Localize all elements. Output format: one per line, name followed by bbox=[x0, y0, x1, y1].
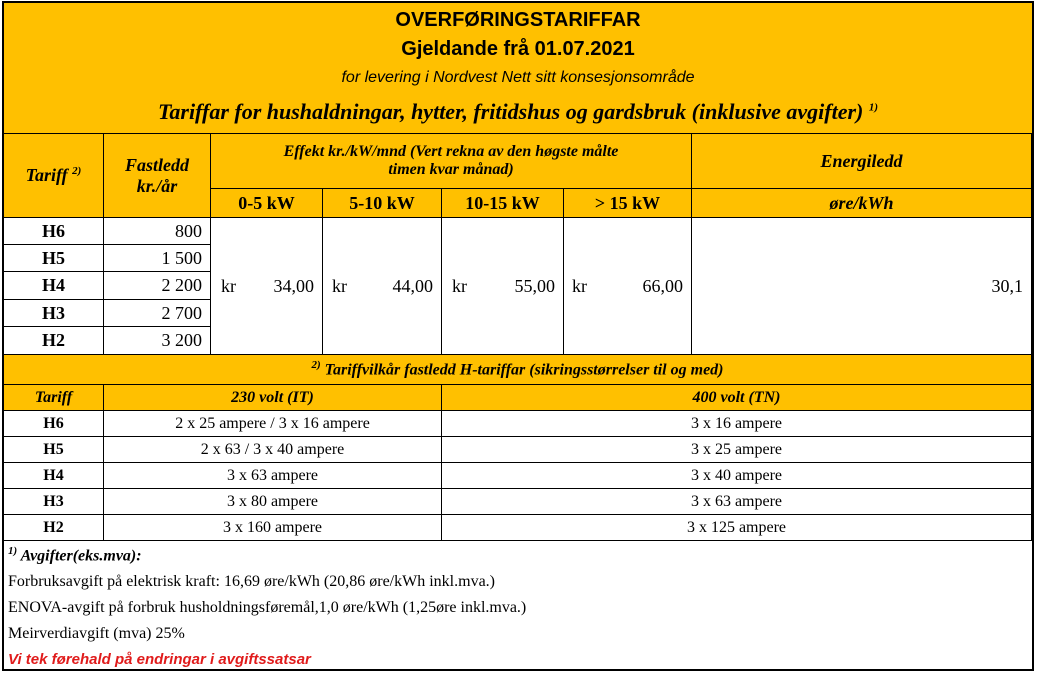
terms-row-400: 3 x 63 ampere bbox=[442, 489, 1032, 515]
terms-col-tariff: Tariff bbox=[4, 385, 104, 411]
table-row-fastledd: 3 200 bbox=[104, 327, 211, 355]
sub-5-10: 5-10 kW bbox=[323, 189, 442, 218]
page-title: OVERFØRINGSTARIFFAR bbox=[395, 9, 641, 31]
col-tariff-note: 2) bbox=[72, 165, 82, 177]
col-fastledd bbox=[104, 134, 211, 218]
effekt-5-10-value: 44,00 bbox=[392, 275, 433, 296]
terms-row-tariff: H6 bbox=[4, 411, 104, 437]
terms-col-400: 400 volt (TN) bbox=[442, 385, 1032, 411]
terms-row-400: 3 x 40 ampere bbox=[442, 463, 1032, 489]
footer-line3: Meirverdiavgift (mva) 25% bbox=[8, 625, 185, 642]
col-tariff bbox=[4, 134, 104, 218]
currency-label: kr bbox=[452, 275, 467, 296]
effekt-5-10-cell bbox=[323, 218, 442, 355]
table-row-tariff: H6 bbox=[4, 218, 104, 245]
col-effekt bbox=[211, 134, 692, 189]
terms-row-400: 3 x 125 ampere bbox=[442, 515, 1032, 541]
col-fastledd-label: Fastledd bbox=[124, 154, 189, 175]
terms-row-tariff: H4 bbox=[4, 463, 104, 489]
header-block bbox=[4, 3, 1032, 134]
area-line: for levering i Nordvest Nett sitt konsesjonsområde bbox=[341, 69, 695, 86]
terms-title bbox=[4, 355, 1032, 385]
subtitle-text: Tariffar for hushaldningar, hytter, fritidshus og gardsbruk (inklusive avgifter) bbox=[157, 99, 864, 124]
tariff-sheet bbox=[2, 1, 1034, 671]
valid-from: Gjeldande frå 01.07.2021 bbox=[401, 38, 635, 60]
energi-value: 30,1 bbox=[692, 218, 1032, 355]
currency-label: kr bbox=[572, 275, 587, 296]
sub-energi: øre/kWh bbox=[692, 189, 1032, 218]
table-row-fastledd: 2 700 bbox=[104, 300, 211, 327]
terms-note: 2) bbox=[311, 359, 321, 372]
terms-row-230: 3 x 160 ampere bbox=[104, 515, 442, 541]
table-row-fastledd: 2 200 bbox=[104, 272, 211, 300]
col-effekt-line2: timen kvar månad) bbox=[388, 161, 514, 178]
table-row-tariff: H3 bbox=[4, 300, 104, 327]
terms-row-400: 3 x 25 ampere bbox=[442, 437, 1032, 463]
col-fastledd-unit: kr./år bbox=[136, 175, 178, 196]
terms-row-230: 3 x 80 ampere bbox=[104, 489, 442, 515]
col-tariff-label: Tariff bbox=[25, 165, 68, 185]
footer-heading bbox=[8, 545, 142, 565]
effekt-0-5-cell bbox=[211, 218, 323, 355]
effekt-10-15-value: 55,00 bbox=[514, 275, 555, 296]
currency-label: kr bbox=[332, 275, 347, 296]
footer-disclaimer: Vi tek førehald på endringar i avgiftssatsar bbox=[8, 651, 311, 668]
terms-row-tariff: H5 bbox=[4, 437, 104, 463]
footer-note: 1) bbox=[8, 545, 18, 557]
table-row-tariff: H2 bbox=[4, 327, 104, 355]
table-row-tariff: H4 bbox=[4, 272, 104, 300]
effekt-15-value: 66,00 bbox=[642, 275, 683, 296]
effekt-15-cell bbox=[564, 218, 692, 355]
subtitle-note: 1) bbox=[868, 101, 879, 114]
footer-line1: Forbruksavgift på elektrisk kraft: 16,69 øre/kWh (20,86 øre/kWh inkl.mva.) bbox=[8, 573, 495, 590]
effekt-10-15-cell bbox=[442, 218, 564, 355]
terms-row-230: 3 x 63 ampere bbox=[104, 463, 442, 489]
table-row-tariff: H5 bbox=[4, 245, 104, 272]
terms-col-230: 230 volt (IT) bbox=[104, 385, 442, 411]
currency-label: kr bbox=[221, 275, 236, 296]
footer-heading-text: Avgifter(eks.mva): bbox=[20, 547, 142, 565]
table-row-fastledd: 800 bbox=[104, 218, 211, 245]
subtitle bbox=[4, 99, 1032, 125]
sub-10-15: 10-15 kW bbox=[442, 189, 564, 218]
terms-row-tariff: H2 bbox=[4, 515, 104, 541]
col-energi: Energiledd bbox=[692, 134, 1032, 189]
sub-15: > 15 kW bbox=[564, 189, 692, 218]
effekt-0-5-value: 34,00 bbox=[273, 275, 314, 296]
sub-0-5: 0-5 kW bbox=[211, 189, 323, 218]
footer-line2: ENOVA-avgift på forbruk husholdningsføremål,1,0 øre/kWh (1,25øre inkl.mva.) bbox=[8, 599, 527, 616]
terms-title-text: Tariffvilkår fastledd H-tariffar (sikringsstørrelser til og med) bbox=[324, 361, 724, 379]
terms-row-400: 3 x 16 ampere bbox=[442, 411, 1032, 437]
terms-row-230: 2 x 63 / 3 x 40 ampere bbox=[104, 437, 442, 463]
table-row-fastledd: 1 500 bbox=[104, 245, 211, 272]
terms-row-230: 2 x 25 ampere / 3 x 16 ampere bbox=[104, 411, 442, 437]
terms-row-tariff: H3 bbox=[4, 489, 104, 515]
col-effekt-line1: Effekt kr./kW/mnd (Vert rekna av den høgste målte bbox=[283, 143, 619, 160]
